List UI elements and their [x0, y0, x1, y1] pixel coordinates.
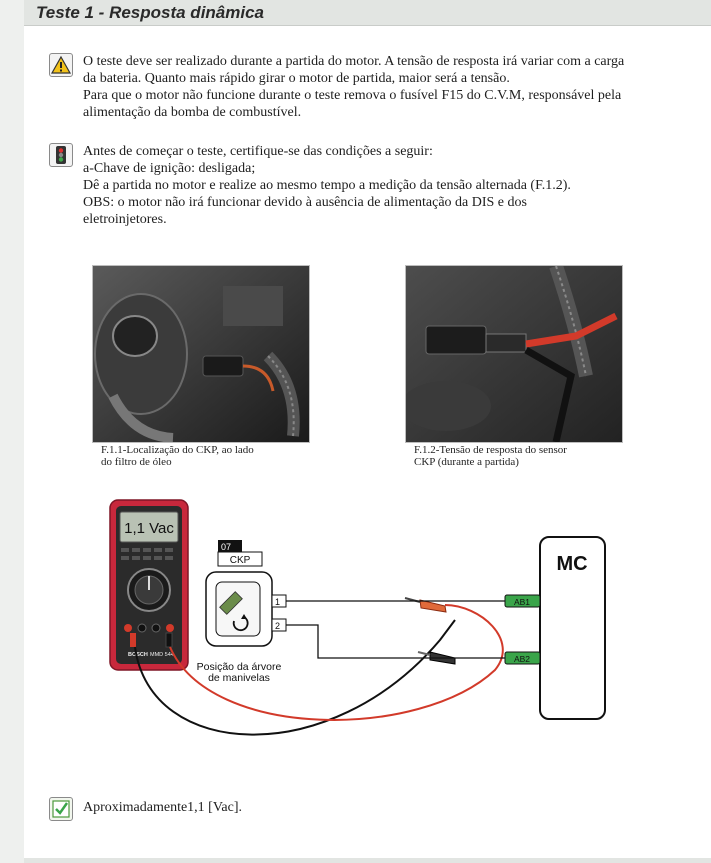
sensor-caption-line: de manivelas: [208, 672, 270, 684]
footer-bar: [24, 858, 711, 863]
conditions-line: Antes de começar o teste, certifique-se das condições a seguir:: [83, 144, 433, 159]
multimeter: [110, 500, 188, 670]
module-pin-ab1: AB1: [513, 597, 531, 607]
caption-line: F.1.2-Tensão de resposta do sensor: [414, 444, 567, 456]
sensor-pin-2: 2: [275, 621, 281, 631]
warning-line: Para que o motor não funcione durante o teste remova o fusível F15 do C.V.M, responsável pela: [83, 88, 622, 103]
wire-2: [286, 625, 505, 658]
red-probe: [405, 598, 446, 612]
caption-line: do filtro de óleo: [101, 456, 172, 468]
sensor-name: CKP: [229, 555, 251, 566]
warning-line: O teste deve ser realizado durante a partida do motor. A tensão de resposta irá variar com a carga: [83, 54, 625, 69]
module-label: MC: [556, 553, 588, 575]
module-pin-ab2: AB2: [513, 654, 531, 664]
check-icon: [49, 797, 73, 821]
section-title: Teste 1 - Resposta dinâmica: [36, 3, 265, 22]
multimeter-display: 1,1 Vac: [124, 520, 174, 537]
caption-line: CKP (durante a partida): [414, 456, 519, 468]
conditions-line: Dê a partida no motor e realize ao mesmo tempo a medição da tensão alternada (F.1.2).: [83, 178, 571, 193]
mc-module: [505, 537, 605, 719]
sensor-pin-1: 1: [275, 597, 281, 607]
conditions-line: eletroinjetores.: [83, 212, 167, 227]
warning-line: alimentação da bomba de combustível.: [83, 105, 302, 120]
sensor-number: 07: [221, 542, 232, 552]
conditions-line: a-Chave de ignição: desligada;: [83, 161, 256, 176]
multimeter-model: MMD 544: [150, 652, 174, 658]
ckp-sensor: [197, 540, 286, 684]
multimeter-brand: BOSCH: [128, 652, 148, 658]
caption-line: F.1.1-Localização do CKP, ao lado: [101, 444, 254, 456]
warning-line: da bateria. Quanto mais rápido girar o motor de partida, maior será a tensão.: [83, 71, 510, 86]
conditions-line: OBS: o motor não irá funcionar devido à ausência de alimentação da DIS e dos: [83, 195, 527, 210]
result-text: Aproximadamente1,1 [Vac].: [83, 800, 242, 815]
sensor-caption-line: Posição da árvore: [196, 661, 282, 673]
